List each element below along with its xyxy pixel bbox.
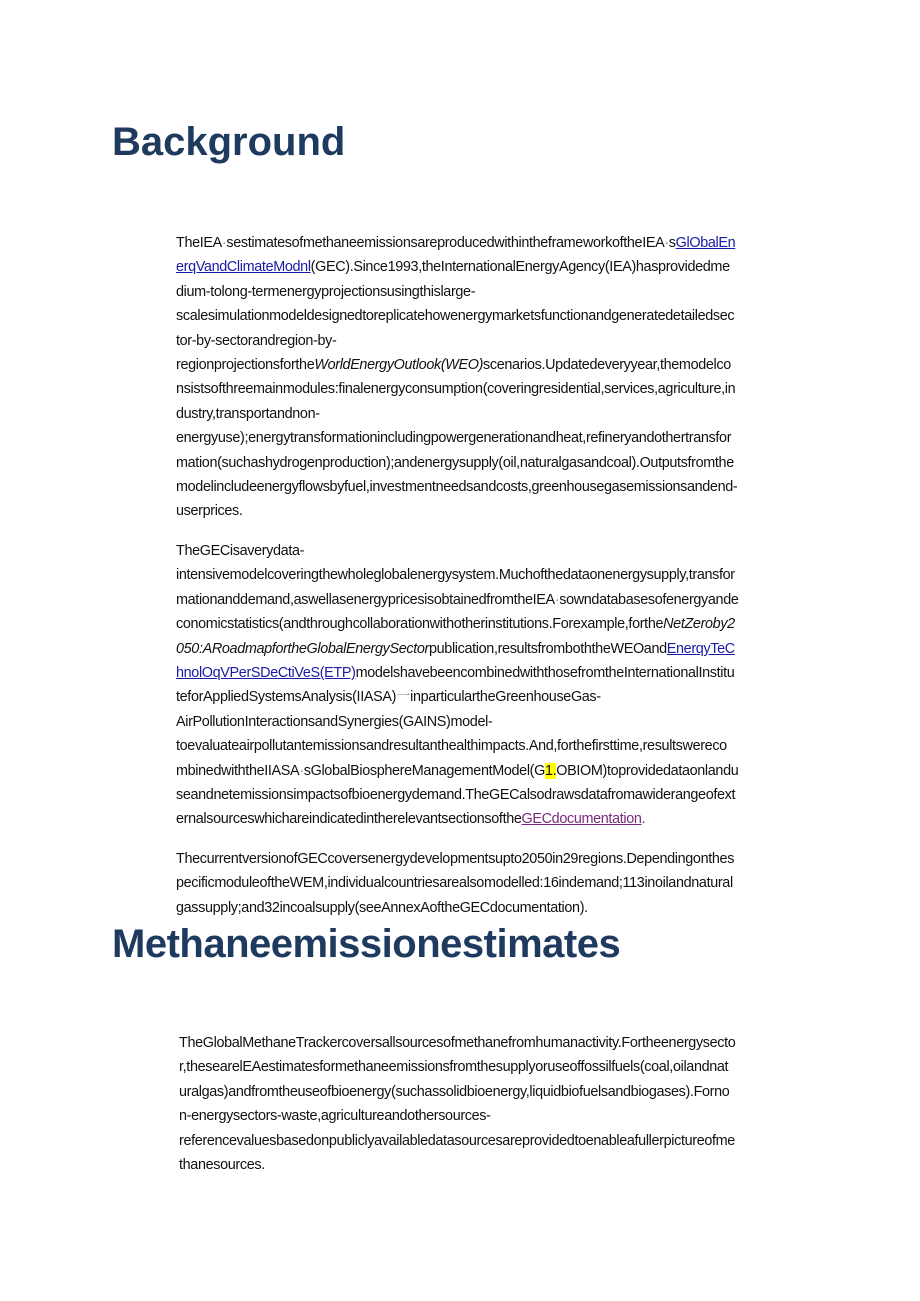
text-run: . [641,811,646,828]
text-line [176,255,737,279]
paragraph-gec-data [176,539,739,832]
text-run: sowndatabasesofenergyande [559,591,739,608]
text-line: toevaluateairpollutantemissionsandresultanthealthimpacts.And,forthefirsttime,resultswereco [176,738,727,755]
text-line: scalesimulationmodeldesignedtoreplicatehowenergymarketsfunctionandgeneratedetailedsec [176,308,735,325]
text-line: userprices. [176,503,243,520]
text-run: regionprojectionsforthe [176,357,315,374]
text-line: TheGECisaverydata- [176,543,305,559]
text-line: thanesources. [179,1157,265,1174]
text-line: tor-by-sectorandregion-by- [176,332,337,349]
apostrophe-mark: · [664,235,669,251]
heading-methane-estimates: Methaneemissionestimates [112,922,621,966]
text-line: n-energysectors-waste,agricultureandothersources- [179,1108,491,1125]
text-run: s [668,235,676,251]
text-line: TheGlobalMethaneTrackercoversallsourcesofmethanefromhumanactivity.Fortheenergysecto [179,1035,736,1051]
text-line: modelincludeenergyflowsbyfuel,investmentneedsandcosts,greenhousegasemissionsandend- [176,479,738,496]
text-line: seandnetemissionsimpactsofbioenergydemand.TheGECalsodrawsdatafromawiderangeofext [176,787,736,804]
text-line: ThecurrentversionofGECcoversenergydevelopmentsupto2050in29regions.Dependingonthes [176,851,735,867]
text-run: sGlobalBiosphereManagementModel(G [303,762,545,779]
text-run: ernalsourceswhichareindicatedintherelevantsectionsofthe [176,811,522,828]
text-run: modelshavebeencombinedwiththosefromtheInternationalInstitu [355,665,735,682]
weo-title: WorldEnergyOutlook(WEO) [314,357,484,374]
dash-mark: 一 [396,689,411,706]
text-line: dustry,transportandnon- [176,405,320,422]
text-line [176,759,739,783]
apostrophe-mark: · [299,762,304,779]
etp-link[interactable]: EnerqyTeC [666,640,735,657]
text-run: mationanddemand,aswellasenergypricesisobtainedfromtheIEA [176,591,555,608]
text-line: AirPollutionInteractionsandSynergies(GAINS)model- [176,713,493,730]
text-line [176,353,737,377]
heading-background: Background [112,120,346,164]
netzero-title-cont: 050:ARoadmapfortheGlobalEnergySector [176,640,429,657]
text-line: pecificmoduleoftheWEM,individualcountriesarealsomodelled:16indemand;113inoilandnatural [176,875,733,892]
text-run: conomicstatistics(andthroughcollaborationwithotherinstitutions.Forexample,forthe [176,616,664,633]
text-run: mbinedwiththeIIASA [176,762,300,779]
text-line [176,661,739,685]
text-run: (GEC).Since1993,theInternationalEnergyAgency(IEA)hasprovidedme [310,259,730,276]
text-line [176,637,739,661]
text-run: OBIOM)toprovidedataonlandu [556,762,739,779]
text-run: scenarios.Updatedeveryyear,themodelco [483,357,731,374]
apostrophe-mark: · [554,591,560,608]
text-line [176,231,737,255]
text-line: energyuse);energytransformationincludingpowergenerationandheat,refineryandothertransfor [176,430,732,447]
text-line [176,588,739,612]
text-line [176,685,739,709]
gec-model-link[interactable]: GlObalEn [675,235,736,251]
paragraph-gec-version [176,847,734,920]
text-run: teforAppliedSystemsAnalysis(IIASA) [176,689,397,706]
text-line: uralgas)andfromtheuseofbioenergy(suchassolidbioenergy,liquidbiofuelsandbiogases).Forno [179,1083,730,1100]
apostrophe-mark: · [221,235,227,251]
paragraph-methane-tracker [179,1031,735,1177]
text-line: nsistsofthreemainmodules:finalenergyconsumption(coveringresidential,services,agriculture,in [176,381,736,398]
text-run: TheIEA [176,235,222,251]
text-run: sestimatesofmethaneemissionsareproducedwithintheframeworkoftheIEA [226,235,665,251]
netzero-title: NetZeroby2 [663,616,735,633]
text-line: gassupply;and32incoalsupply(seeAnnexAoftheGECdocumentation). [176,899,588,916]
text-line: intensivemodelcoveringthewholeglobalenergysystem.Muchofthedataonenergysupply,transfor [176,567,735,584]
gec-model-link-cont[interactable]: erqVandClimateModnl [176,259,311,276]
text-line: dium-tolong-termenergyprojectionsusingthislarge- [176,283,476,300]
highlighted-text: 1. [544,762,557,779]
paragraph-gec-intro [176,231,737,524]
text-line [176,612,739,636]
gec-documentation-link[interactable]: GECdocumentation [521,811,642,828]
text-run: publication,resultsfromboththeWEOand [429,640,667,657]
text-line: referencevaluesbasedonpubliclyavailabledatasourcesareprovidedtoenableafullerpictureofme [179,1132,735,1149]
text-line: mation(suchashydrogenproduction);andenergysupply(oil,naturalgasandcoal).Outputsfromthe [176,454,734,471]
text-line [176,807,739,831]
text-line: r,thesearelEAestimatesformethaneemissionsfromthesupplyoruseoffossilfuels(coal,oilandnat [179,1059,729,1076]
text-run: inparticulartheGreenhouseGas- [410,689,601,706]
etp-link-cont[interactable]: hnolOqVPerSDeCtiVeS(ETP) [176,665,356,682]
